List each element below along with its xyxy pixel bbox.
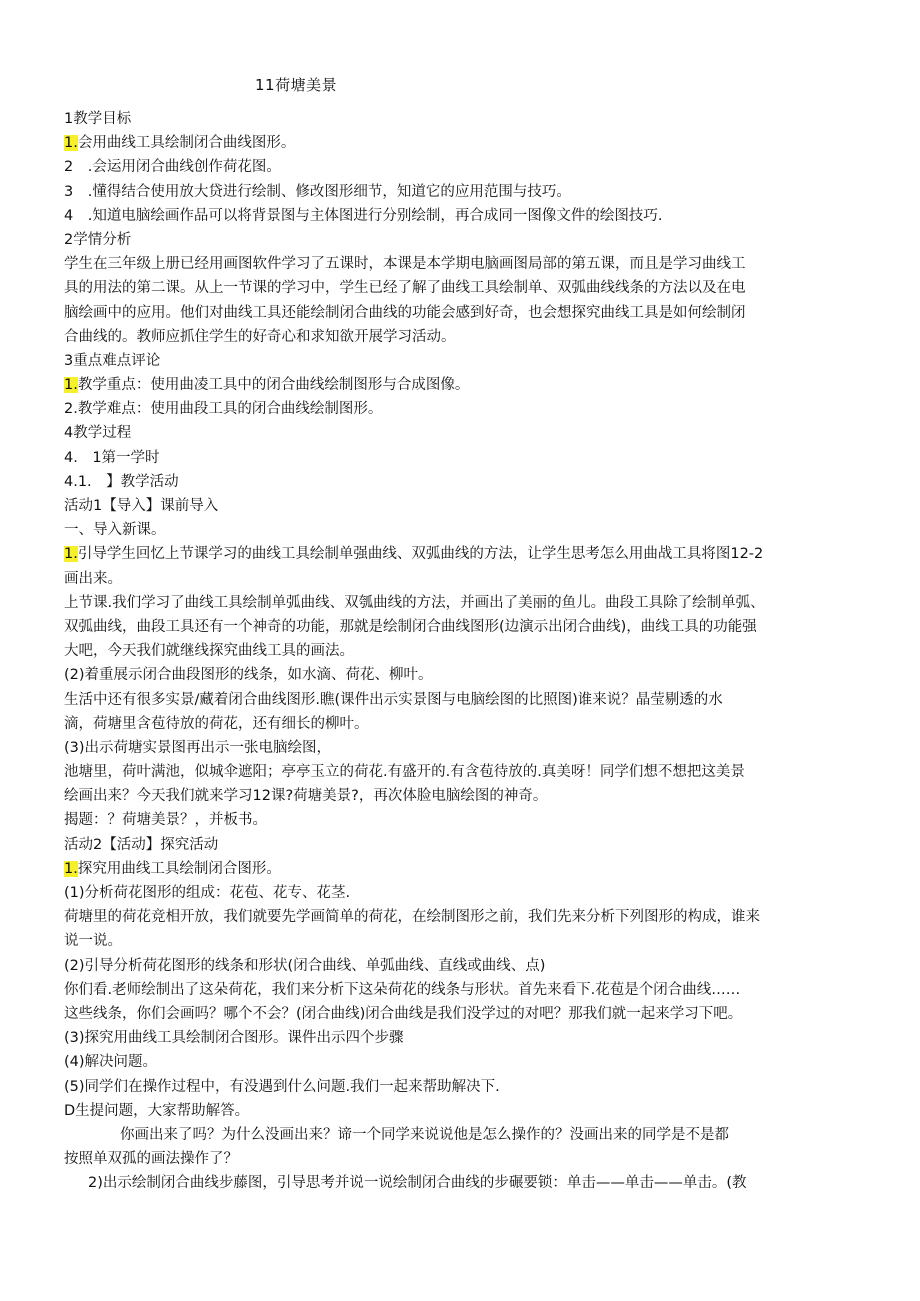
- text-line: [64, 349, 864, 373]
- text-line: [64, 204, 864, 228]
- text-line: [64, 929, 864, 953]
- text-line: [64, 107, 864, 131]
- text-line: [64, 470, 864, 494]
- text-line: [64, 446, 864, 470]
- highlighted-number: 1.: [64, 377, 78, 394]
- text-line: [64, 688, 864, 712]
- line-text: 3 .懂得结合使用放大贷进行绘制、修改图形细节，知道它的应用范围与技巧。: [64, 183, 571, 200]
- highlighted-number: 1.: [64, 860, 78, 877]
- text-line: [64, 905, 864, 929]
- line-text: 按照单双孤的画法操作了？: [64, 1151, 238, 1168]
- text-line: [64, 373, 864, 397]
- line-text: 4.1. 】教学活动: [64, 473, 179, 490]
- line-text: (1)分析荷花图形的组成：花苞、花专、花茎.: [64, 885, 351, 901]
- text-line: [64, 397, 864, 421]
- line-text: 3重点难点评论: [64, 352, 161, 369]
- text-line: [64, 155, 864, 179]
- text-line: [64, 1050, 864, 1074]
- text-line: [64, 954, 864, 978]
- document-title: 11荷塘美景: [255, 76, 338, 94]
- line-text: 你画出来了吗？为什么没画出来？谛一个同学来说说他是怎么操作的？没画出来的同学是不是都: [120, 1126, 729, 1143]
- line-text: (4)解决问题。: [64, 1054, 158, 1071]
- line-text: (5)同学们在操作过程中，有没遇到什么问题.我们一起来帮助解决下.: [64, 1078, 500, 1095]
- text-line: [64, 784, 864, 808]
- line-text: 绘画出来？今天我们就来学习12课?荷塘美景?，再次体脸电脑绘图的神奇。: [64, 788, 548, 805]
- text-line: [64, 978, 864, 1002]
- text-line: [64, 421, 864, 445]
- text-line: [64, 760, 864, 784]
- line-text: 上节课.我们学习了曲线工具绘制单弧曲线、双瓠曲线的方法，并画出了美丽的鱼儿。曲段工具除了绘制单弧、: [64, 594, 765, 611]
- text-line: [64, 1002, 864, 1026]
- document-body: [64, 107, 864, 1195]
- text-line: [64, 131, 864, 155]
- text-line: [64, 712, 864, 736]
- text-line: [64, 301, 864, 325]
- line-text: 合曲线的。教师应抓住学生的好奇心和求知欲开展学习活动。: [64, 328, 456, 345]
- line-text: 2.教学难点：使用曲段工具的闭合曲线绘制图形。: [64, 401, 383, 418]
- line-text: 一、导入新课。: [64, 522, 166, 539]
- line-text: 揭题：？荷塘美景？，并板书。: [64, 812, 267, 829]
- text-line: [64, 518, 864, 542]
- line-text: 4 .知道电脑绘画作品可以将背景图与主体图进行分别绘制，再合成同一图像文件的绘图技巧.: [64, 207, 663, 224]
- text-line: [64, 1075, 864, 1099]
- line-text: 4. 1第一学时: [64, 449, 160, 466]
- line-text: 活动1【导入】课前导入: [64, 498, 219, 514]
- line-text: 生活中还有很多实景/藏着闭合曲线图形.瞧(课件出示实景图与电脑绘图的比照图)谁来说？晶莹剔透的水: [64, 691, 723, 708]
- text-line: [64, 1123, 864, 1147]
- text-line: [64, 494, 864, 518]
- text-line: [64, 663, 864, 687]
- text-line: [64, 736, 864, 760]
- text-line: [64, 567, 864, 591]
- line-text: 2学情分析: [64, 231, 132, 248]
- text-line: [64, 252, 864, 276]
- line-text: 说一说。: [64, 933, 122, 950]
- line-text: (3)出示荷塘实景图再出示一张电脑绘图，: [64, 739, 332, 756]
- line-text: (3)探究用曲线工具绘制闭合图形。课件出示四个步骤: [64, 1030, 404, 1047]
- line-text: 池塘里，荷叶满池，似城伞遮阳；亭亭玉立的荷花.有盛开的.有含苞待放的.真美呀！同学们想不想把这美景: [64, 764, 745, 781]
- line-text: 滴，荷塘里含苞待放的荷花，还有细长的柳叶。: [64, 715, 369, 732]
- line-text: 2 .会运用闭合曲线创作荷花图。: [64, 159, 281, 176]
- text-line: [64, 180, 864, 204]
- highlighted-number: 1.: [64, 546, 78, 563]
- line-text: 活动2【活动】探究活动: [64, 836, 219, 853]
- line-text: 教学重点：使用曲凌工具中的闭合曲线绘制图形与合成图像。: [77, 377, 470, 394]
- text-line: [64, 881, 864, 905]
- text-line: [64, 542, 864, 566]
- text-line: [64, 325, 864, 349]
- highlighted-number: 1.: [64, 135, 78, 152]
- text-line: [64, 615, 864, 639]
- line-text: 学生在三年级上册已经用画图软件学习了五课时，本课是本学期电脑画图局部的第五课，而且是学习曲线工: [64, 256, 746, 273]
- line-text: 荷塘里的荷花竞相开放，我们就要先学画简单的荷花，在绘制图形之前，我们先来分析下列图形的构成，谁来: [64, 909, 760, 926]
- line-text: 会用曲线工具绘制闭合曲线图形。: [77, 135, 296, 152]
- text-line: [64, 1147, 864, 1171]
- line-text: 2)出示绘制闭合曲线步藤图，引导思考并说一说绘制闭合曲线的步碾要锁：单击——单击——单击。(教: [88, 1175, 747, 1192]
- line-text: (2)着重展示闭合曲段图形的线条，如水滴、荷花、柳叶。: [64, 667, 433, 684]
- text-line: [64, 639, 864, 663]
- line-text: 这些线条，你们会画吗？哪个不会？(闭合曲线)闭合曲线是我们没学过的对吧？那我们就一起来学习下吧。: [64, 1005, 743, 1022]
- text-line: [64, 833, 864, 857]
- line-text: 引导学生回忆上节课学习的曲线工具绘制单强曲线、双弧曲线的方法，让学生思考怎么用曲战工具将图12-2: [77, 546, 764, 563]
- line-text: 探究用曲线工具绘制闭合图形。: [77, 860, 281, 877]
- text-line: [64, 857, 864, 881]
- text-line: [64, 228, 864, 252]
- line-text: 具的用法的第二课。从上一节课的学习中，学生已经了解了曲线工具绘制单、双弧曲线线条的方法以及在电: [64, 280, 746, 297]
- line-text: 画出来。: [64, 570, 122, 587]
- text-line: [64, 591, 864, 615]
- text-line: [64, 276, 864, 300]
- text-line: [64, 1099, 864, 1123]
- line-text: 大吧，今天我们就继线探究曲线工具的画法。: [64, 643, 354, 660]
- line-text: 双弧曲线，曲段工具还有一个神奇的功能，那就是绘制闭合曲线图形(边演示出闭合曲线)，曲线工具的功能强: [64, 618, 757, 635]
- line-text: 脑绘画中的应用。他们对曲线工具还能绘制闭合曲线的功能会感到好奇，也会想探究曲线工具是如何绘制闭: [64, 304, 746, 321]
- line-text: 1教学目标: [64, 111, 132, 127]
- line-text: 4教学过程: [64, 425, 132, 442]
- text-line: [64, 1026, 864, 1050]
- text-line: [64, 808, 864, 832]
- text-line: [64, 1171, 864, 1195]
- line-text: 你们看.老师绘制出了这朵荷花，我们来分析下这朵荷花的线条与形状。首先来看下.花苞是个闭合曲线……: [64, 981, 741, 998]
- line-text: D生提问题，大家帮助解答。: [64, 1102, 250, 1119]
- line-text: (2)引导分析荷花图形的线条和形状(闭合曲线、单弧曲线、直线或曲线、点): [64, 957, 546, 974]
